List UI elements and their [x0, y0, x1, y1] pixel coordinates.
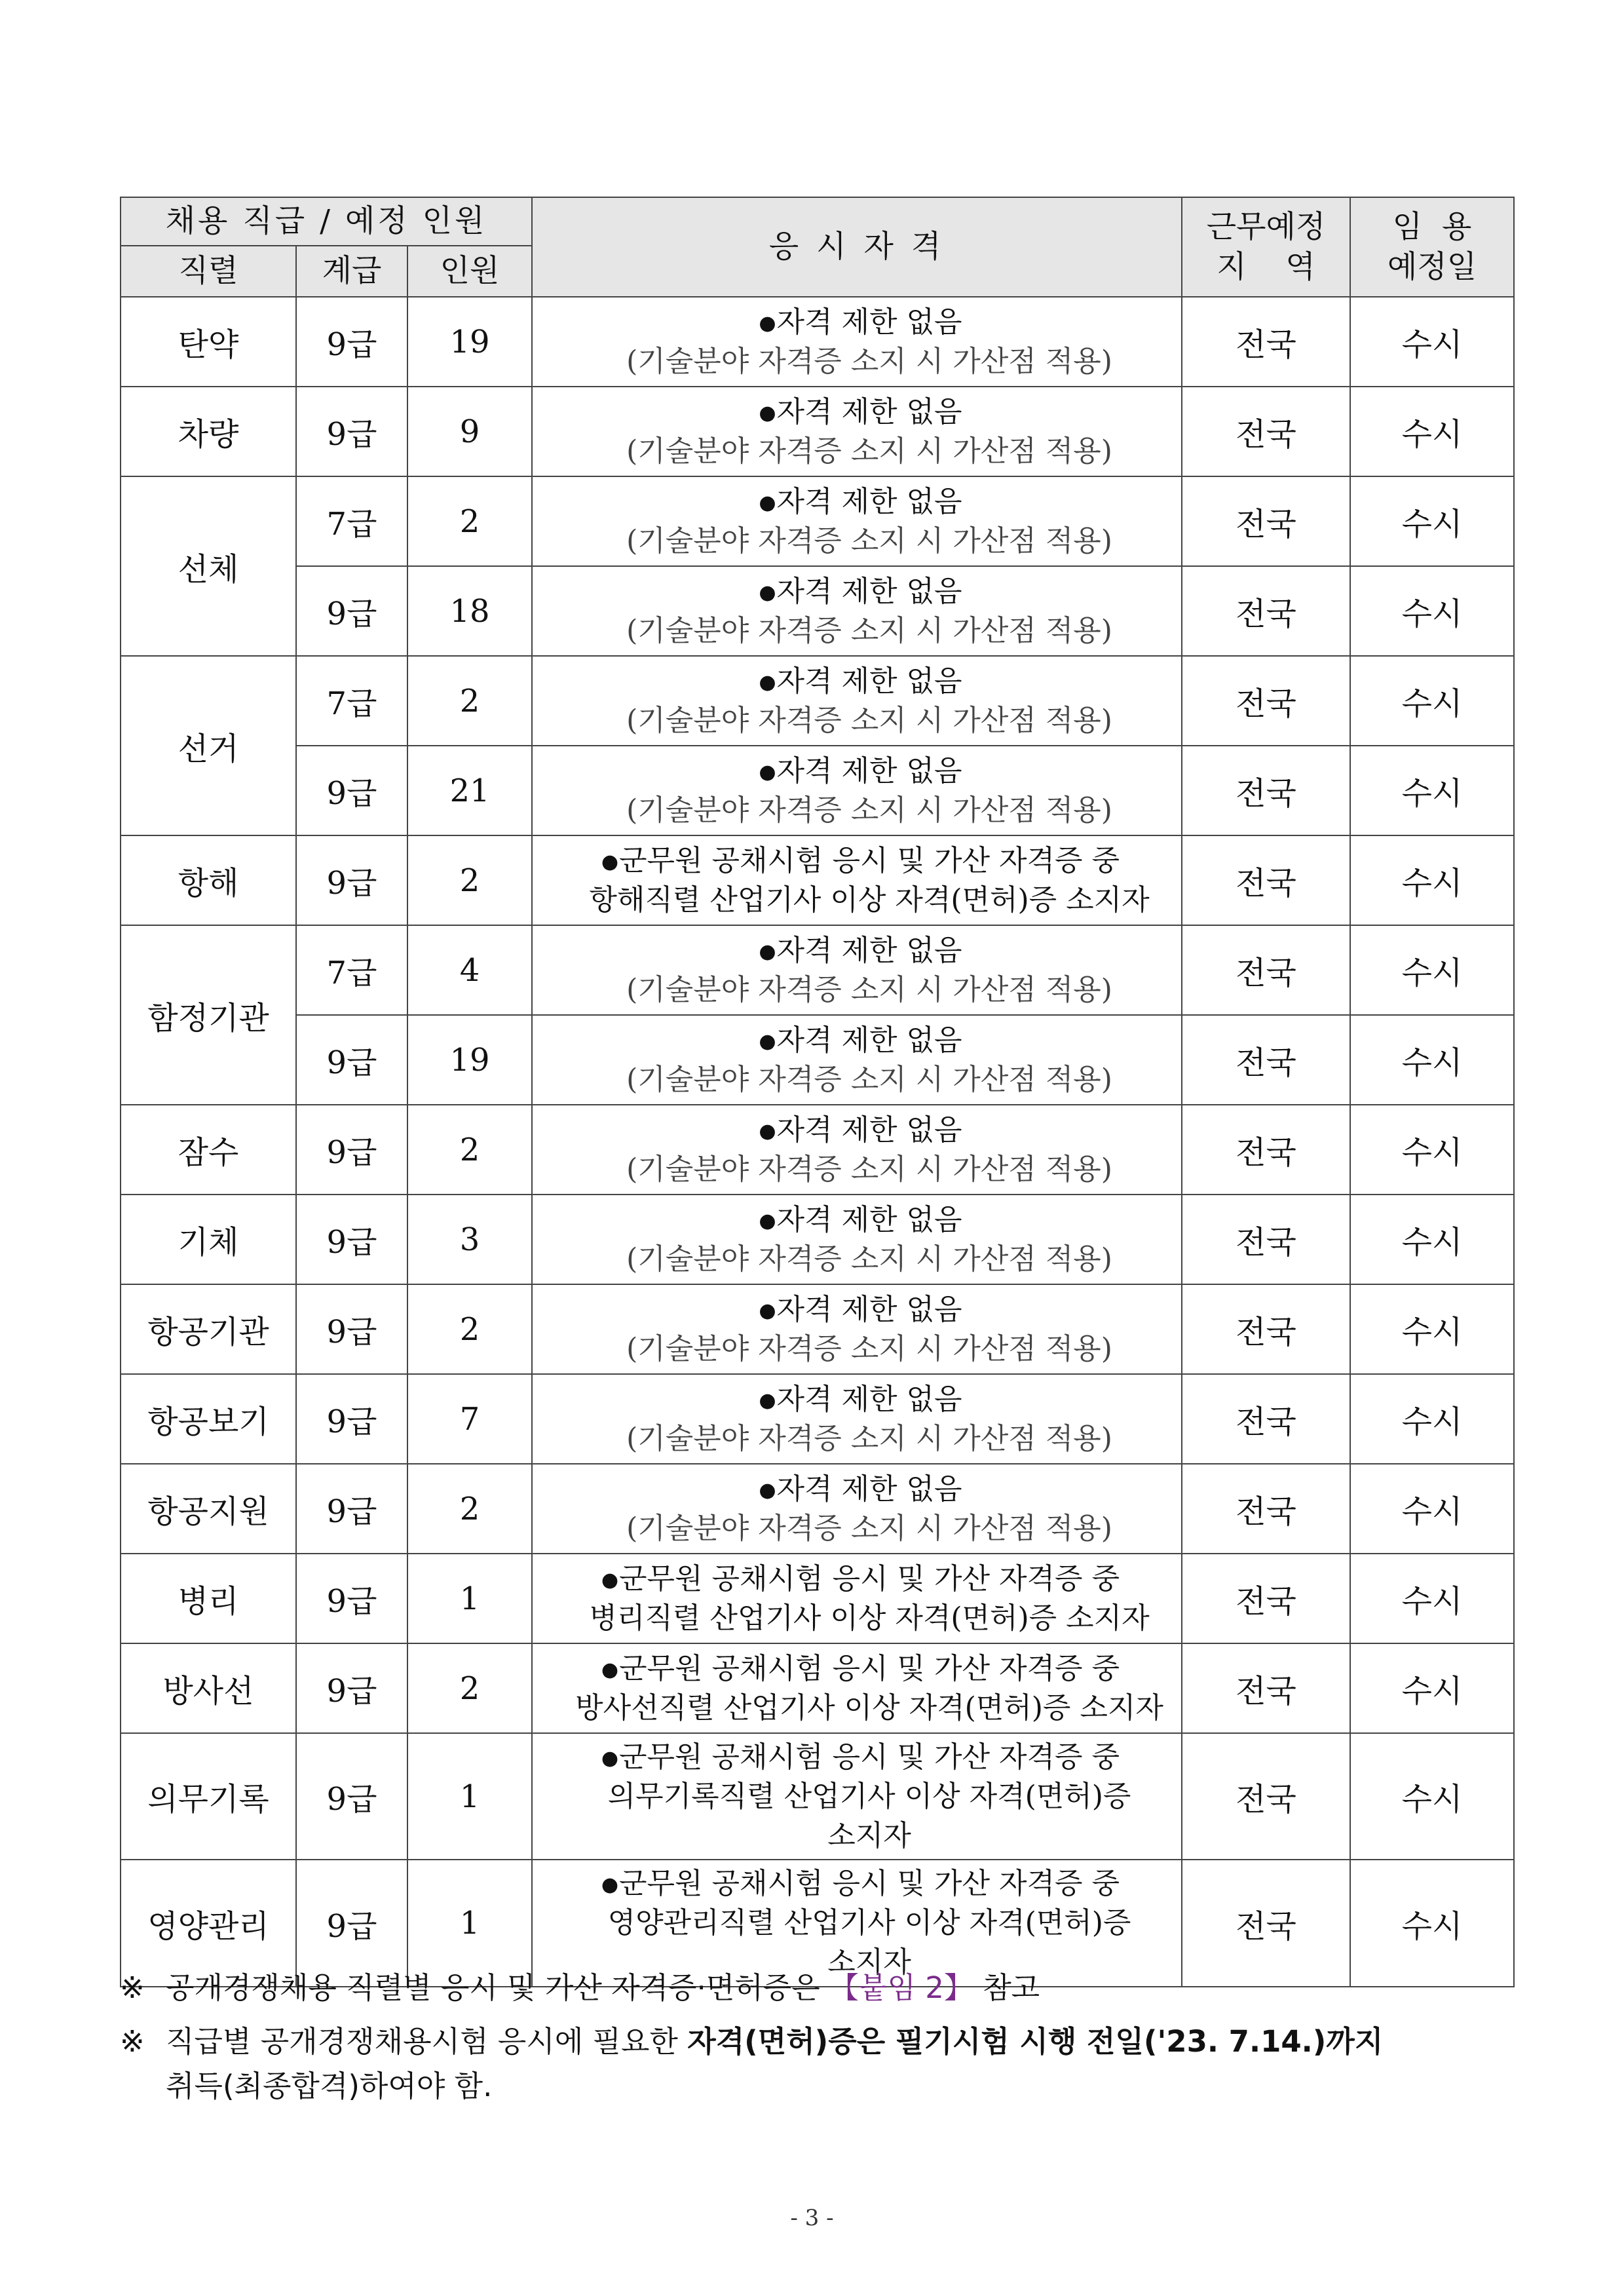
recruitment-table: [120, 197, 1515, 1987]
cell-region: 전국: [1182, 1015, 1350, 1105]
footnote-1: [120, 1966, 1513, 2010]
bullet-icon: ●: [759, 581, 776, 604]
bullet-icon: ●: [759, 311, 776, 335]
qualification-line: [546, 1559, 1175, 1599]
cell-region: 전국: [1182, 1860, 1350, 1986]
qualification-line: [546, 1649, 1175, 1689]
qualification-line: 의무기록직렬 산업기사 이상 자격(면허)증: [607, 1779, 1131, 1813]
cell-qualification: [532, 297, 1182, 387]
cell-region: 전국: [1182, 1464, 1350, 1554]
qualification-line: [546, 303, 1175, 342]
cell-count: 2: [407, 1105, 532, 1195]
cell-count: 2: [407, 1643, 532, 1733]
qualification-text: 자격 제한 없음: [776, 305, 962, 339]
table-row: [121, 1374, 1514, 1464]
bullet-icon: ●: [601, 1568, 619, 1592]
cell-count: 4: [407, 925, 532, 1015]
note2-text-pre: 직급별 공개경쟁채용시험 응시에 필요한: [166, 2024, 688, 2059]
bullet-icon: ●: [759, 491, 776, 514]
cell-grade: 9급: [296, 297, 407, 387]
page-number: - 3 -: [790, 2205, 834, 2231]
cell-count: 2: [407, 835, 532, 925]
cell-series: 항공보기: [121, 1374, 296, 1464]
cell-grade: 9급: [296, 746, 407, 835]
cell-series: 선체: [121, 476, 296, 656]
table-row: [121, 1195, 1514, 1284]
cell-region: 전국: [1182, 1105, 1350, 1195]
qualification-line: [546, 1200, 1175, 1240]
cell-date: 수시: [1350, 566, 1514, 656]
table-row: [121, 746, 1514, 835]
qualification-line: 방사선직렬 산업기사 이상 자격(면허)증 소지자: [575, 1691, 1163, 1725]
qualification-note: (기술분야 자격증 소지 시 가산점 적용): [626, 972, 1112, 1006]
qualification-text: 자격 제한 없음: [776, 394, 962, 429]
cell-series: 의무기록: [121, 1733, 296, 1860]
note-mark: ※: [120, 1970, 145, 2005]
cell-series: 항공기관: [121, 1284, 296, 1374]
note-mark: ※: [120, 2024, 145, 2059]
cell-grade: 9급: [296, 387, 407, 476]
footnote-2: [120, 2019, 1513, 2108]
header-date-line2: 예정일: [1387, 249, 1477, 285]
cell-date: 수시: [1350, 835, 1514, 925]
qualification-line: [546, 841, 1175, 881]
note1-text-pre: 공개경쟁채용 직렬별 응시 및 가산 자격증·면허증은: [166, 1970, 830, 2005]
qualification-text: 자격 제한 없음: [776, 1113, 962, 1147]
cell-grade: 9급: [296, 1860, 407, 1986]
cell-grade: 9급: [296, 1105, 407, 1195]
cell-qualification: [532, 566, 1182, 656]
qualification-text: 자격 제한 없음: [776, 1023, 962, 1057]
cell-series: 병리: [121, 1554, 296, 1643]
cell-count: 2: [407, 656, 532, 746]
bullet-icon: ●: [601, 850, 619, 873]
qualification-line: [546, 392, 1175, 432]
cell-grade: 9급: [296, 1464, 407, 1554]
table-row: [121, 835, 1514, 925]
header-series: 직렬: [121, 246, 296, 297]
cell-count: 3: [407, 1195, 532, 1284]
cell-count: 2: [407, 476, 532, 566]
cell-grade: 9급: [296, 1015, 407, 1105]
cell-date: 수시: [1350, 1643, 1514, 1733]
cell-count: 1: [407, 1860, 532, 1986]
qualification-line: [546, 931, 1175, 970]
note1-text-post: 참고: [973, 1970, 1040, 2005]
qualification-note: (기술분야 자격증 소지 시 가산점 적용): [626, 1511, 1112, 1545]
qualification-line: [546, 1111, 1175, 1150]
cell-series: 기체: [121, 1195, 296, 1284]
qualification-line: [546, 1738, 1175, 1777]
bullet-icon: ●: [759, 760, 776, 784]
table-row: [121, 1015, 1514, 1105]
cell-grade: 9급: [296, 835, 407, 925]
cell-qualification: [532, 1374, 1182, 1464]
cell-region: 전국: [1182, 1374, 1350, 1464]
cell-date: 수시: [1350, 925, 1514, 1015]
note1-reference: 【붙임 2】: [829, 1970, 973, 2005]
cell-date: 수시: [1350, 1284, 1514, 1374]
header-date-line1: 임 용: [1392, 208, 1472, 245]
cell-date: 수시: [1350, 1733, 1514, 1860]
table-body: [121, 297, 1514, 1987]
cell-date: 수시: [1350, 1195, 1514, 1284]
qualification-note: (기술분야 자격증 소지 시 가산점 적용): [626, 613, 1112, 647]
cell-region: 전국: [1182, 1195, 1350, 1284]
qualification-note: (기술분야 자격증 소지 시 가산점 적용): [626, 434, 1112, 468]
cell-count: 2: [407, 1464, 532, 1554]
header-count: 인원: [407, 246, 532, 297]
cell-date: 수시: [1350, 1105, 1514, 1195]
qualification-line: 소지자: [827, 1945, 911, 1980]
qualification-text: 군무원 공채시험 응시 및 가산 자격증 중: [619, 1740, 1120, 1774]
cell-qualification: [532, 746, 1182, 835]
qualification-note: (기술분야 자격증 소지 시 가산점 적용): [626, 1331, 1112, 1366]
cell-qualification: [532, 835, 1182, 925]
cell-series: 항해: [121, 835, 296, 925]
bullet-icon: ●: [759, 1478, 776, 1502]
cell-series: 함정기관: [121, 925, 296, 1105]
cell-grade: 9급: [296, 566, 407, 656]
qualification-line: [546, 1470, 1175, 1509]
qualification-line: [546, 662, 1175, 701]
qualification-line: [546, 482, 1175, 522]
qualification-text: 자격 제한 없음: [776, 484, 962, 518]
qualification-line: 영양관리직렬 산업기사 이상 자격(면허)증: [607, 1906, 1131, 1940]
qualification-note: (기술분야 자격증 소지 시 가산점 적용): [626, 1062, 1112, 1096]
cell-series: 잠수: [121, 1105, 296, 1195]
cell-grade: 9급: [296, 1733, 407, 1860]
bullet-icon: ●: [759, 1299, 776, 1322]
bullet-icon: ●: [601, 1658, 619, 1681]
cell-grade: 9급: [296, 1195, 407, 1284]
cell-count: 18: [407, 566, 532, 656]
cell-date: 수시: [1350, 1374, 1514, 1464]
qualification-line: [546, 1864, 1175, 1904]
cell-region: 전국: [1182, 1284, 1350, 1374]
cell-region: 전국: [1182, 476, 1350, 566]
qualification-line: 항해직렬 산업기사 이상 자격(면허)증 소지자: [589, 883, 1150, 917]
qualification-note: (기술분야 자격증 소지 시 가산점 적용): [626, 793, 1112, 827]
cell-series: 방사선: [121, 1643, 296, 1733]
qualification-text: 자격 제한 없음: [776, 754, 962, 788]
table-row: [121, 387, 1514, 476]
cell-date: 수시: [1350, 1464, 1514, 1554]
cell-qualification: [532, 1554, 1182, 1643]
cell-qualification: [532, 925, 1182, 1015]
table-row: [121, 476, 1514, 566]
cell-date: 수시: [1350, 1860, 1514, 1986]
table-row: [121, 566, 1514, 656]
cell-count: 9: [407, 387, 532, 476]
cell-count: 19: [407, 297, 532, 387]
qualification-line: 병리직렬 산업기사 이상 자격(면허)증 소지자: [589, 1601, 1150, 1635]
bullet-icon: ●: [759, 1209, 776, 1233]
cell-region: 전국: [1182, 387, 1350, 476]
cell-grade: 7급: [296, 656, 407, 746]
qualification-line: [546, 1380, 1175, 1419]
cell-grade: 7급: [296, 476, 407, 566]
cell-count: 1: [407, 1554, 532, 1643]
qualification-text: 군무원 공채시험 응시 및 가산 자격증 중: [619, 1561, 1120, 1596]
cell-qualification: [532, 1105, 1182, 1195]
qualification-note: (기술분야 자격증 소지 시 가산점 적용): [626, 524, 1112, 558]
qualification-line: [546, 572, 1175, 611]
cell-date: 수시: [1350, 387, 1514, 476]
qualification-note: (기술분야 자격증 소지 시 가산점 적용): [626, 344, 1112, 378]
cell-count: 21: [407, 746, 532, 835]
header-grade: 계급: [296, 246, 407, 297]
cell-qualification: [532, 1464, 1182, 1554]
cell-count: 7: [407, 1374, 532, 1464]
qualification-note: (기술분야 자격증 소지 시 가산점 적용): [626, 1242, 1112, 1276]
table-row: [121, 1464, 1514, 1554]
cell-date: 수시: [1350, 297, 1514, 387]
cell-grade: 9급: [296, 1643, 407, 1733]
qualification-text: 군무원 공채시험 응시 및 가산 자격증 중: [619, 843, 1120, 877]
qualification-line: 소지자: [827, 1818, 911, 1852]
qualification-text: 군무원 공채시험 응시 및 가산 자격증 중: [619, 1651, 1120, 1685]
bullet-icon: ●: [759, 1119, 776, 1143]
cell-grade: 9급: [296, 1374, 407, 1464]
cell-series: 영양관리: [121, 1860, 296, 1986]
header-region-line2: 지 역: [1217, 249, 1315, 285]
cell-series: 탄약: [121, 297, 296, 387]
cell-date: 수시: [1350, 1015, 1514, 1105]
cell-qualification: [532, 476, 1182, 566]
cell-series: 선거: [121, 656, 296, 835]
cell-qualification: [532, 1643, 1182, 1733]
qualification-text: 자격 제한 없음: [776, 1382, 962, 1416]
table-row: [121, 656, 1514, 746]
qualification-line: [546, 752, 1175, 791]
cell-region: 전국: [1182, 297, 1350, 387]
note2-text-continued: 취득(최종합격)하여야 함.: [166, 2068, 493, 2103]
table-row: [121, 1105, 1514, 1195]
cell-region: 전국: [1182, 1643, 1350, 1733]
qualification-text: 군무원 공채시험 응시 및 가산 자격증 중: [619, 1867, 1120, 1901]
header-region: [1182, 197, 1350, 297]
header-qualification: 응 시 자 격: [532, 197, 1182, 297]
cell-qualification: [532, 1195, 1182, 1284]
qualification-note: (기술분야 자격증 소지 시 가산점 적용): [626, 1421, 1112, 1455]
cell-grade: 7급: [296, 925, 407, 1015]
cell-count: 2: [407, 1284, 532, 1374]
cell-qualification: [532, 1733, 1182, 1860]
bullet-icon: ●: [759, 1029, 776, 1053]
header-group: 채용 직급 / 예정 인원: [121, 197, 532, 246]
cell-count: 19: [407, 1015, 532, 1105]
cell-region: 전국: [1182, 1554, 1350, 1643]
table-row: [121, 1643, 1514, 1733]
cell-count: 1: [407, 1733, 532, 1860]
cell-region: 전국: [1182, 656, 1350, 746]
bullet-icon: ●: [759, 670, 776, 694]
cell-region: 전국: [1182, 925, 1350, 1015]
cell-date: 수시: [1350, 476, 1514, 566]
header-region-line1: 근무예정: [1206, 208, 1326, 245]
qualification-text: 자격 제한 없음: [776, 1472, 962, 1506]
cell-region: 전국: [1182, 566, 1350, 656]
cell-series: 항공지원: [121, 1464, 296, 1554]
qualification-line: [546, 1021, 1175, 1060]
table-row: [121, 297, 1514, 387]
qualification-text: 자격 제한 없음: [776, 664, 962, 698]
qualification-line: [546, 1290, 1175, 1330]
qualification-note: (기술분야 자격증 소지 시 가산점 적용): [626, 1152, 1112, 1186]
cell-qualification: [532, 1284, 1182, 1374]
qualification-text: 자격 제한 없음: [776, 1202, 962, 1236]
qualification-text: 자격 제한 없음: [776, 933, 962, 967]
cell-date: 수시: [1350, 746, 1514, 835]
table-row: [121, 1284, 1514, 1374]
cell-qualification: [532, 656, 1182, 746]
table-row: [121, 1733, 1514, 1860]
cell-grade: 9급: [296, 1284, 407, 1374]
table-row: [121, 925, 1514, 1015]
cell-grade: 9급: [296, 1554, 407, 1643]
cell-date: 수시: [1350, 656, 1514, 746]
bullet-icon: ●: [759, 1388, 776, 1412]
note2-text-bold: 자격(면허)증은 필기시험 시행 전일('23. 7.14.)까지: [687, 2024, 1384, 2059]
cell-qualification: [532, 387, 1182, 476]
cell-region: 전국: [1182, 1733, 1350, 1860]
header-date: [1350, 197, 1514, 297]
cell-qualification: [532, 1015, 1182, 1105]
cell-date: 수시: [1350, 1554, 1514, 1643]
bullet-icon: ●: [759, 401, 776, 425]
cell-region: 전국: [1182, 835, 1350, 925]
bullet-icon: ●: [759, 940, 776, 963]
bullet-icon: ●: [601, 1873, 619, 1897]
cell-region: 전국: [1182, 746, 1350, 835]
bullet-icon: ●: [601, 1747, 619, 1770]
table-row: [121, 1554, 1514, 1643]
cell-series: 차량: [121, 387, 296, 476]
qualification-text: 자격 제한 없음: [776, 574, 962, 608]
qualification-text: 자격 제한 없음: [776, 1292, 962, 1326]
qualification-note: (기술분야 자격증 소지 시 가산점 적용): [626, 703, 1112, 737]
